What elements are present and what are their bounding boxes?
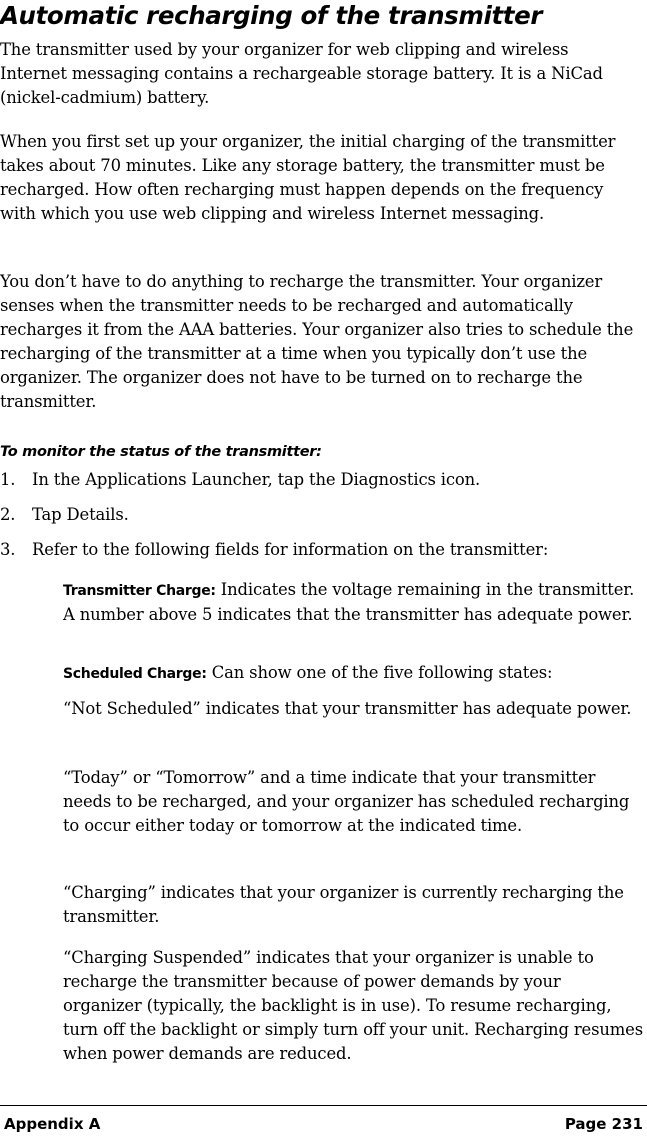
step-number: 3. xyxy=(0,540,16,559)
step-text: Refer to the following fields for information on the transmitter: xyxy=(32,540,549,559)
scheduled-charge-field xyxy=(63,661,643,686)
initial-charging-paragraph: When you first set up your organizer, the initial charging of the transmitter takes about 70 minutes. Like any storage battery, the transmitter must be recharged. How often recharging must happen depends on the frequency with which you use web clipping and wireless Internet messaging. xyxy=(0,132,616,223)
step-number: 2. xyxy=(0,505,16,524)
state-charging: “Charging” indicates that your organizer is currently recharging the transmitter. xyxy=(63,883,624,926)
step-number: 1. xyxy=(0,470,16,489)
state-not-scheduled: “Not Scheduled” indicates that your transmitter has adequate power. xyxy=(63,699,632,718)
step-text: In the Applications Launcher, tap the Diagnostics icon. xyxy=(32,470,481,489)
field-label: Transmitter Charge: xyxy=(63,583,216,599)
page-title: Automatic recharging of the transmitter xyxy=(0,1,543,30)
transmitter-charge-field xyxy=(63,578,643,627)
state-charging-suspended: “Charging Suspended” indicates that your organizer is unable to recharge the transmitter because of power demands by your organizer (typically, the backlight is in use). To resume recharging, turn off the backlight or simply turn off your unit. Recharging resumes when power demands are reduced. xyxy=(63,948,643,1063)
field-label: Scheduled Charge: xyxy=(63,666,207,682)
state-today-tomorrow: “Today” or “Tomorrow” and a time indicate that your transmitter needs to be recharged, and your organizer has scheduled recharging to occur either today or tomorrow at the indicated time. xyxy=(63,768,630,835)
intro-paragraph: The transmitter used by your organizer for web clipping and wireless Internet messaging contains a rechargeable storage battery. It is a NiCad (nickel-cadmium) battery. xyxy=(0,40,603,107)
footer-section: Appendix A xyxy=(4,1115,101,1133)
automatic-recharge-paragraph: You don’t have to do anything to recharge the transmitter. Your organizer senses when the transmitter needs to be recharged and automatically recharges it from the AAA batteries. Your organizer also tries to schedule the recharging of the transmitter at a time when you typically don’t use the organizer. The organizer does not have to be turned on to recharge the transmitter. xyxy=(0,272,634,411)
field-description: Can show one of the five following states: xyxy=(206,663,553,682)
field-description: Indicates the voltage remaining in the transmitter. A number above 5 indicates that the transmitter has adequate power. xyxy=(63,580,635,624)
footer-divider xyxy=(0,1105,647,1106)
step-text: Tap Details. xyxy=(32,505,129,524)
footer-page-number: Page 231 xyxy=(564,1115,643,1133)
procedure-heading: To monitor the status of the transmitter: xyxy=(0,444,322,460)
